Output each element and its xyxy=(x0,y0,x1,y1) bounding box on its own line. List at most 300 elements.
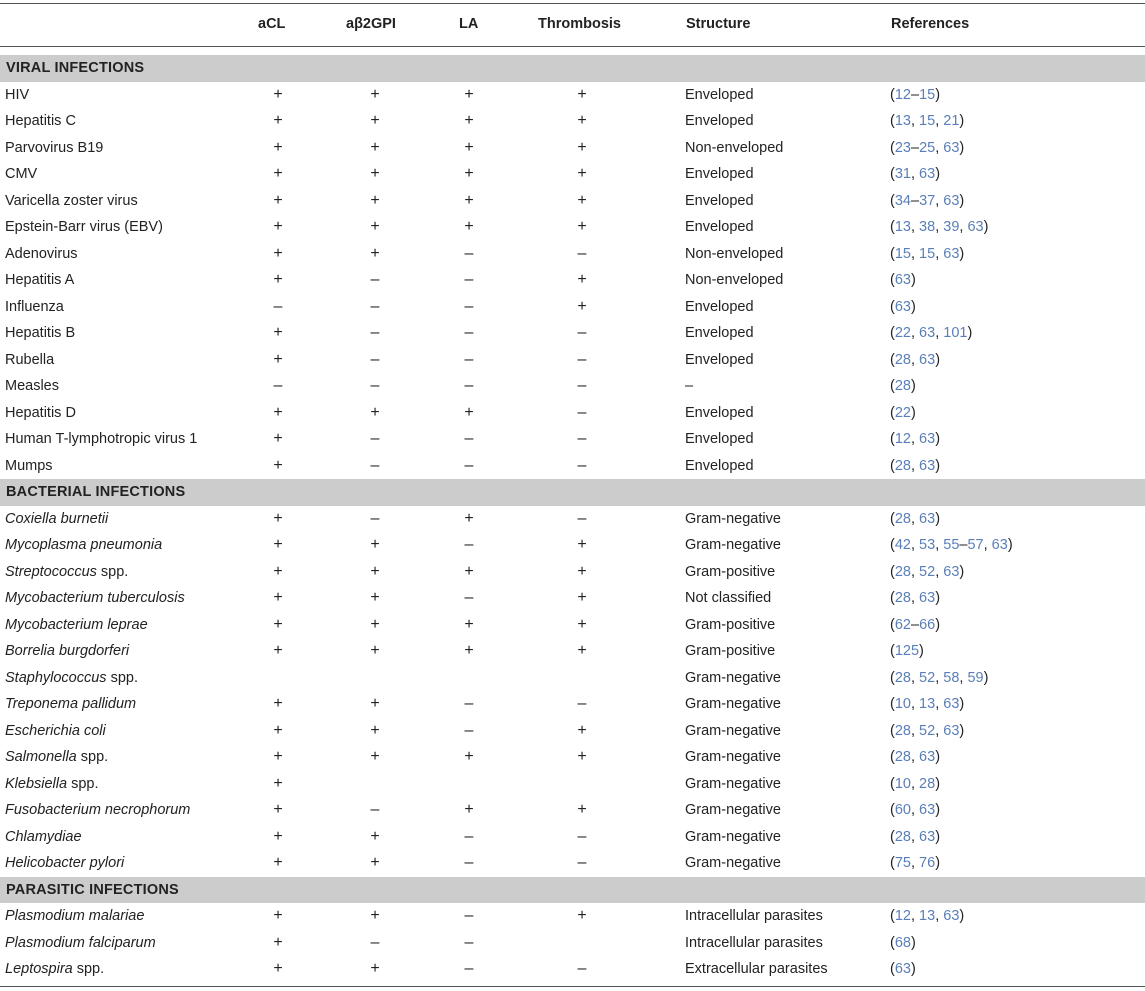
thrombosis-mark: + xyxy=(577,562,587,580)
organism-label: Adenovirus xyxy=(5,245,78,262)
la-mark: + xyxy=(464,138,474,156)
structure-cell: Non-enveloped xyxy=(685,245,784,262)
references-cell: (12, 63) xyxy=(890,431,941,447)
ab2gpi-mark: + xyxy=(370,854,380,871)
structure-cell: Gram-positive xyxy=(685,616,776,633)
acl-mark: + xyxy=(273,403,283,421)
table-row xyxy=(0,294,1145,321)
reference-link[interactable]: 10 xyxy=(894,696,911,712)
reference-link[interactable]: 37 xyxy=(919,192,936,209)
structure-cell: Enveloped xyxy=(685,113,754,129)
references-cell: (13, 38, 39, 63) xyxy=(890,219,989,235)
organism-label: Plasmodium falciparum xyxy=(5,934,156,951)
structure-cell: Intracellular parasites xyxy=(685,908,823,924)
acl-mark: + xyxy=(273,933,283,951)
reference-link[interactable]: 63 xyxy=(919,749,936,765)
la-mark: – xyxy=(464,589,474,606)
table-row xyxy=(0,453,1145,480)
la-mark: + xyxy=(464,403,474,421)
organism-label: Salmonella xyxy=(5,749,77,765)
organism-name xyxy=(5,903,144,930)
reference-link[interactable]: 22 xyxy=(894,325,911,341)
organism-label: Plasmodium malariae xyxy=(5,908,145,924)
reference-link[interactable]: 63 xyxy=(943,696,960,712)
structure-cell: Enveloped xyxy=(685,219,754,235)
organism-name xyxy=(5,347,54,374)
structure-cell: Enveloped xyxy=(685,166,754,182)
references-cell: (28, 63) xyxy=(890,749,941,765)
ab2gpi-mark: – xyxy=(370,324,380,341)
organism-name xyxy=(5,585,185,612)
acl-mark: + xyxy=(273,774,283,792)
table-row xyxy=(0,903,1145,930)
reference-link[interactable]: 63 xyxy=(919,351,936,368)
thrombosis-mark: + xyxy=(577,536,587,553)
header-references: References xyxy=(891,16,970,32)
organism-label: Streptococcus xyxy=(5,563,97,580)
ab2gpi-mark: – xyxy=(370,801,380,818)
structure-cell: Non-enveloped xyxy=(685,272,784,288)
reference-link[interactable]: 42 xyxy=(894,537,911,553)
reference-link[interactable]: 57 xyxy=(967,537,984,553)
organism-label: Epstein-Barr virus (EBV) xyxy=(5,219,163,235)
organism-name xyxy=(5,638,129,665)
structure-cell: Gram-positive xyxy=(685,643,776,659)
reference-link[interactable]: 38 xyxy=(919,219,936,235)
ab2gpi-mark: + xyxy=(370,827,380,845)
reference-link[interactable]: 28 xyxy=(894,590,911,606)
reference-link[interactable]: 28 xyxy=(919,775,936,792)
header-structure: Structure xyxy=(686,16,751,32)
organism-name xyxy=(5,718,106,745)
reference-link[interactable]: 28 xyxy=(894,457,911,474)
acl-mark: + xyxy=(273,138,283,156)
ab2gpi-mark: + xyxy=(370,403,380,421)
thrombosis-mark: + xyxy=(577,907,587,924)
reference-link[interactable]: 12 xyxy=(894,431,911,447)
organism-label: Chlamydiae xyxy=(5,828,82,845)
reference-link[interactable]: 23 xyxy=(894,139,911,156)
references-cell: (28, 52, 58, 59) xyxy=(890,669,989,686)
structure-cell: Enveloped xyxy=(685,298,754,315)
structure-cell: Enveloped xyxy=(685,86,754,103)
table-row xyxy=(0,824,1145,851)
la-mark: – xyxy=(464,907,474,924)
acl-mark: + xyxy=(273,562,283,580)
ab2gpi-mark: – xyxy=(370,350,380,368)
la-mark: – xyxy=(464,827,474,845)
references-cell: (28, 52, 63) xyxy=(890,722,965,739)
reference-link[interactable]: 63 xyxy=(991,537,1008,553)
reference-link[interactable]: 28 xyxy=(894,378,911,394)
references-cell: (63) xyxy=(890,272,916,288)
organism-name xyxy=(5,850,124,877)
structure-cell: Intracellular parasites xyxy=(685,934,823,951)
structure-cell: Enveloped xyxy=(685,325,754,341)
references-cell: (12, 13, 63) xyxy=(890,908,965,924)
ab2gpi-mark: – xyxy=(370,933,380,951)
reference-link[interactable]: 28 xyxy=(894,722,911,739)
references-cell: (12–15) xyxy=(890,86,941,103)
organism-name xyxy=(5,82,29,109)
organism-name xyxy=(5,506,108,533)
thrombosis-mark: – xyxy=(577,430,587,447)
organism-name xyxy=(5,824,82,851)
header-la: LA xyxy=(459,16,479,32)
thrombosis-mark: – xyxy=(577,854,587,871)
reference-link[interactable]: 39 xyxy=(943,219,960,235)
thrombosis-mark: – xyxy=(577,456,587,474)
organism-label: Influenza xyxy=(5,298,64,315)
reference-link[interactable]: 13 xyxy=(894,113,911,129)
ab2gpi-mark: + xyxy=(370,536,380,553)
references-cell: (22, 63, 101) xyxy=(890,325,973,341)
organism-name xyxy=(5,135,103,162)
organism-label: Rubella xyxy=(5,351,55,368)
la-mark: – xyxy=(464,324,474,341)
ab2gpi-mark: + xyxy=(370,907,380,924)
table-row xyxy=(0,188,1145,215)
table-row xyxy=(0,585,1145,612)
reference-link[interactable]: 25 xyxy=(919,139,936,156)
organism-name xyxy=(5,400,76,427)
table-row xyxy=(0,850,1145,877)
la-mark: – xyxy=(464,960,474,977)
reference-link[interactable]: 28 xyxy=(894,828,911,845)
section-title: BACTERIAL INFECTIONS xyxy=(6,484,186,500)
reference-link[interactable]: 63 xyxy=(943,192,960,209)
references-cell: (62–66) xyxy=(890,616,941,633)
ab2gpi-mark: + xyxy=(370,85,380,103)
reference-link[interactable]: 28 xyxy=(894,563,911,580)
reference-link[interactable]: 101 xyxy=(943,325,968,341)
structure-cell: Enveloped xyxy=(685,404,754,421)
table-row xyxy=(0,718,1145,745)
reference-link[interactable]: 13 xyxy=(919,696,936,712)
table-row xyxy=(0,797,1145,824)
thrombosis-mark: – xyxy=(577,244,587,262)
reference-link[interactable]: 53 xyxy=(919,537,936,553)
organism-label: Borrelia burgdorferi xyxy=(5,643,130,659)
reference-link[interactable]: 63 xyxy=(943,245,960,262)
thrombosis-mark: – xyxy=(577,827,587,845)
references-cell: (42, 53, 55–57, 63) xyxy=(890,537,1013,553)
reference-link[interactable]: 62 xyxy=(894,616,911,633)
thrombosis-mark: + xyxy=(577,85,587,103)
thrombosis-mark: + xyxy=(577,138,587,156)
organism-name xyxy=(5,956,104,983)
ab2gpi-mark: + xyxy=(370,165,380,182)
thrombosis-mark: + xyxy=(577,297,587,315)
references-cell: (23–25, 63) xyxy=(890,139,965,156)
structure-cell: Enveloped xyxy=(685,457,754,474)
reference-link[interactable]: 15 xyxy=(894,245,911,262)
acl-mark: + xyxy=(273,244,283,262)
organism-label: HIV xyxy=(5,86,30,103)
references-cell: (28, 63) xyxy=(890,828,941,845)
reference-link[interactable]: 63 xyxy=(919,457,936,474)
acl-mark: + xyxy=(273,271,283,288)
references-cell: (28, 63) xyxy=(890,510,941,527)
thrombosis-mark: + xyxy=(577,191,587,209)
ab2gpi-mark: + xyxy=(370,138,380,156)
organism-name xyxy=(5,691,136,718)
la-mark: – xyxy=(464,430,474,447)
organism-label: Hepatitis A xyxy=(5,272,75,288)
acl-mark: – xyxy=(273,297,283,315)
table-row xyxy=(0,161,1145,188)
ab2gpi-mark: – xyxy=(370,271,380,288)
references-cell: (13, 15, 21) xyxy=(890,113,965,129)
reference-link[interactable]: 15 xyxy=(919,113,936,129)
reference-link[interactable]: 34 xyxy=(894,192,911,209)
ab2gpi-mark: – xyxy=(370,456,380,474)
organism-name xyxy=(5,797,190,824)
organism-name xyxy=(5,559,128,586)
la-mark: + xyxy=(464,801,474,818)
acl-mark: + xyxy=(273,721,283,739)
table-row xyxy=(0,691,1145,718)
reference-link[interactable]: 63 xyxy=(943,563,960,580)
la-mark: – xyxy=(464,933,474,951)
table-row xyxy=(0,373,1145,400)
thrombosis-mark: + xyxy=(577,218,587,235)
structure-cell: Not classified xyxy=(685,590,772,606)
reference-link[interactable]: 31 xyxy=(894,166,911,182)
la-mark: – xyxy=(464,695,474,712)
structure-cell: Gram-negative xyxy=(685,722,781,739)
reference-link[interactable]: 58 xyxy=(943,669,960,686)
ab2gpi-mark: + xyxy=(370,748,380,765)
reference-link[interactable]: 125 xyxy=(894,643,920,659)
references-cell: (60, 63) xyxy=(890,802,941,818)
la-mark: – xyxy=(464,271,474,288)
structure-cell: Gram-negative xyxy=(685,775,781,792)
la-mark: + xyxy=(464,509,474,527)
organism-label: Mycobacterium leprae xyxy=(5,616,148,633)
ab2gpi-mark: + xyxy=(370,642,380,659)
structure-cell: Extracellular parasites xyxy=(685,961,828,977)
ab2gpi-mark: + xyxy=(370,615,380,633)
acl-mark: + xyxy=(273,456,283,474)
ab2gpi-mark: – xyxy=(370,430,380,447)
reference-link[interactable]: 10 xyxy=(894,775,911,792)
acl-mark: + xyxy=(273,907,283,924)
organism-label: Coxiella burnetii xyxy=(5,510,109,527)
acl-mark: + xyxy=(273,85,283,103)
ab2gpi-mark: + xyxy=(370,191,380,209)
reference-link[interactable]: 28 xyxy=(894,749,911,765)
la-mark: + xyxy=(464,85,474,103)
acl-mark: + xyxy=(273,509,283,527)
organism-name xyxy=(5,320,75,347)
acl-mark: + xyxy=(273,748,283,765)
reference-link[interactable]: 63 xyxy=(943,908,960,924)
reference-link[interactable]: 75 xyxy=(894,855,911,871)
reference-link[interactable]: 55 xyxy=(943,537,960,553)
structure-cell: Gram-negative xyxy=(685,855,781,871)
organism-label: Fusobacterium necrophorum xyxy=(5,802,191,818)
structure-cell: Enveloped xyxy=(685,192,754,209)
acl-mark: + xyxy=(273,801,283,818)
reference-link[interactable]: 52 xyxy=(919,669,936,686)
table-row xyxy=(0,532,1145,559)
table-row xyxy=(0,400,1145,427)
la-mark: + xyxy=(464,748,474,765)
acl-mark: + xyxy=(273,430,283,447)
top-rule xyxy=(0,3,1145,4)
la-mark: + xyxy=(464,562,474,580)
organism-suffix: spp. xyxy=(76,749,109,765)
reference-link[interactable]: 12 xyxy=(894,86,911,103)
references-cell: (10, 13, 63) xyxy=(890,696,965,712)
organism-label: Hepatitis C xyxy=(5,113,76,129)
reference-link[interactable]: 12 xyxy=(894,908,911,924)
reference-link[interactable]: 66 xyxy=(919,616,936,633)
acl-mark: + xyxy=(273,324,283,341)
organism-name xyxy=(5,426,197,453)
organism-name xyxy=(5,532,162,559)
la-mark: – xyxy=(464,854,474,871)
reference-link[interactable]: 63 xyxy=(943,139,960,156)
acl-mark: + xyxy=(273,827,283,845)
organism-label: Leptospira xyxy=(5,961,73,977)
reference-link[interactable]: 63 xyxy=(967,219,984,235)
references-cell: (28) xyxy=(890,378,916,394)
references-cell: (34–37, 63) xyxy=(890,192,965,209)
organism-label: Measles xyxy=(5,378,59,394)
references-cell: (28, 63) xyxy=(890,351,941,368)
ab2gpi-mark: – xyxy=(370,509,380,527)
reference-link[interactable]: 63 xyxy=(894,298,911,315)
table-row xyxy=(0,426,1145,453)
reference-link[interactable]: 76 xyxy=(919,855,936,871)
table-row xyxy=(0,771,1145,798)
references-cell: (28, 63) xyxy=(890,590,941,606)
reference-link[interactable]: 28 xyxy=(894,510,911,527)
organism-label: Mycoplasma pneumonia xyxy=(5,537,163,553)
reference-link[interactable]: 52 xyxy=(919,722,936,739)
organism-name xyxy=(5,241,78,268)
organism-name xyxy=(5,294,64,321)
references-cell: (63) xyxy=(890,298,916,315)
organism-name xyxy=(5,373,59,400)
reference-link[interactable]: 63 xyxy=(919,431,936,447)
header-acl: aCL xyxy=(258,16,286,32)
reference-link[interactable]: 28 xyxy=(894,669,911,686)
organism-label: Human T-lymphotropic virus 1 xyxy=(5,431,198,447)
organism-label: Escherichia coli xyxy=(5,722,106,739)
organism-suffix: spp. xyxy=(72,961,105,977)
table-row xyxy=(0,320,1145,347)
table-row xyxy=(0,135,1145,162)
structure-cell: Gram-negative xyxy=(685,537,781,553)
section-title: PARASITIC INFECTIONS xyxy=(6,881,179,898)
structure-cell: Gram-negative xyxy=(685,669,781,686)
organism-name xyxy=(5,453,53,480)
ab2gpi-mark: + xyxy=(370,244,380,262)
references-cell: (28, 63) xyxy=(890,457,941,474)
section-header xyxy=(0,877,1145,904)
reference-link[interactable]: 59 xyxy=(967,669,984,686)
reference-link[interactable]: 22 xyxy=(894,404,911,421)
reference-link[interactable]: 52 xyxy=(919,563,936,580)
organism-label: Klebsiella xyxy=(5,775,68,792)
reference-link[interactable]: 68 xyxy=(894,934,911,951)
acl-mark: + xyxy=(273,615,283,633)
reference-link[interactable]: 63 xyxy=(919,325,936,341)
thrombosis-mark: – xyxy=(577,403,587,421)
la-mark: + xyxy=(464,165,474,182)
organism-label: Staphylococcus xyxy=(5,669,107,686)
organism-label: Hepatitis B xyxy=(5,325,76,341)
reference-link[interactable]: 13 xyxy=(919,908,936,924)
references-cell: (125) xyxy=(890,643,924,659)
reference-link[interactable]: 63 xyxy=(943,722,960,739)
thrombosis-mark: + xyxy=(577,615,587,633)
thrombosis-mark: + xyxy=(577,748,587,765)
reference-link[interactable]: 15 xyxy=(919,86,936,103)
acl-mark: + xyxy=(273,695,283,712)
thrombosis-mark: – xyxy=(577,350,587,368)
references-cell: (22) xyxy=(890,404,916,421)
header-rule xyxy=(0,46,1145,47)
structure-cell: Gram-negative xyxy=(685,696,781,712)
reference-link[interactable]: 13 xyxy=(894,219,911,235)
reference-link[interactable]: 63 xyxy=(894,961,911,977)
acl-mark: – xyxy=(273,377,283,394)
table-row xyxy=(0,559,1145,586)
la-mark: – xyxy=(464,350,474,368)
la-mark: – xyxy=(464,297,474,315)
organism-label: Mumps xyxy=(5,457,53,474)
structure-cell: Gram-negative xyxy=(685,510,781,527)
reference-link[interactable]: 63 xyxy=(919,802,936,818)
thrombosis-mark: + xyxy=(577,801,587,818)
organism-name xyxy=(5,744,108,771)
thrombosis-mark: – xyxy=(577,960,587,977)
reference-link[interactable]: 63 xyxy=(919,166,936,182)
references-cell: (63) xyxy=(890,961,916,977)
ab2gpi-mark: + xyxy=(370,112,380,129)
table-row xyxy=(0,665,1145,692)
references-cell: (75, 76) xyxy=(890,855,941,871)
la-mark: + xyxy=(464,191,474,209)
reference-link[interactable]: 60 xyxy=(894,802,911,818)
organism-label: Varicella zoster virus xyxy=(5,192,138,209)
table-row xyxy=(0,930,1145,957)
organism-suffix: spp. xyxy=(96,563,129,580)
structure-cell: Enveloped xyxy=(685,431,754,447)
section-title: VIRAL INFECTIONS xyxy=(6,60,145,76)
la-mark: – xyxy=(464,456,474,474)
ab2gpi-mark: + xyxy=(370,218,380,235)
structure-cell: – xyxy=(685,378,694,394)
reference-link[interactable]: 15 xyxy=(919,245,936,262)
acl-mark: + xyxy=(273,960,283,977)
acl-mark: + xyxy=(273,350,283,368)
reference-link[interactable]: 63 xyxy=(919,510,936,527)
reference-link[interactable]: 63 xyxy=(919,828,936,845)
acl-mark: + xyxy=(273,642,283,659)
reference-link[interactable]: 28 xyxy=(894,351,911,368)
organism-suffix: spp. xyxy=(106,669,138,686)
thrombosis-mark: + xyxy=(577,589,587,606)
reference-link[interactable]: 63 xyxy=(919,590,936,606)
reference-link[interactable]: 63 xyxy=(894,272,911,288)
reference-link[interactable]: 21 xyxy=(943,113,960,129)
acl-mark: + xyxy=(273,191,283,209)
